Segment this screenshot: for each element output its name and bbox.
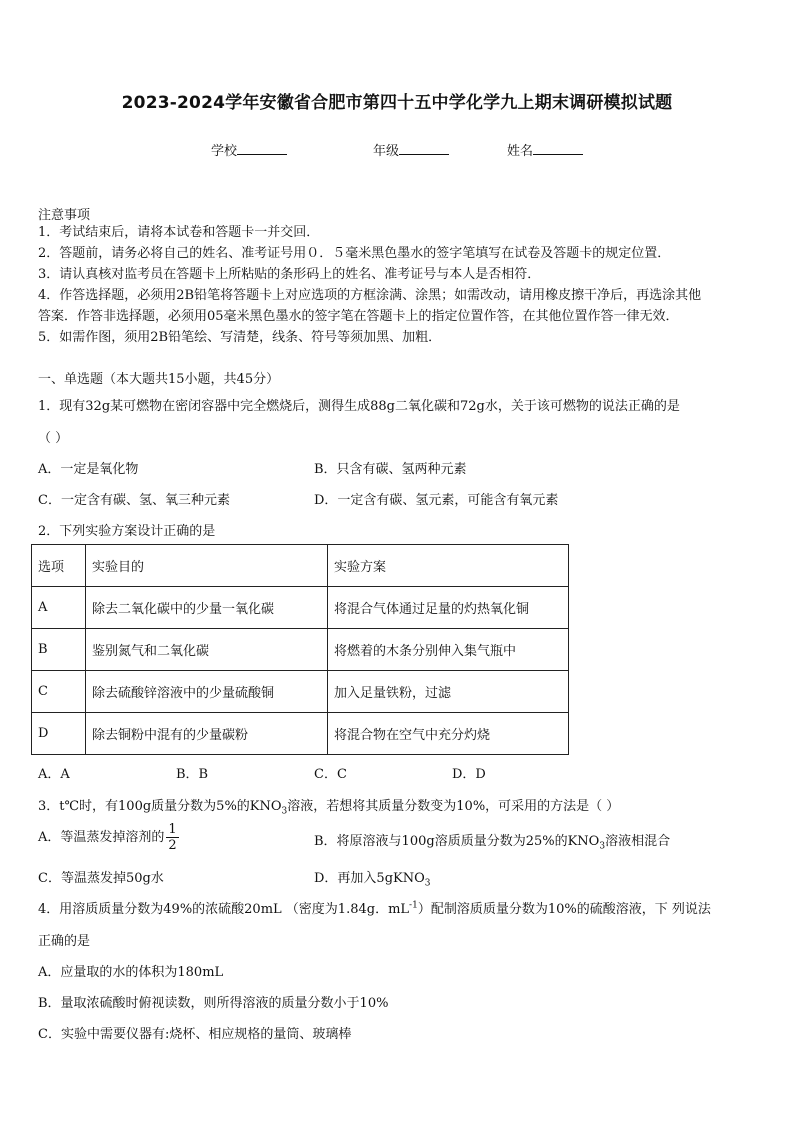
q1-bracket: （ ） <box>38 431 69 446</box>
table-header-row <box>32 545 569 587</box>
q3-stem <box>38 795 619 817</box>
q2-table <box>31 544 569 755</box>
table-cell: 加入足量铁粉，过滤 <box>328 671 569 713</box>
table-cell: 将混合气体通过足量的灼热氧化铜 <box>328 587 569 629</box>
table-header-cell: 选项 <box>32 545 86 587</box>
q2-stem: 2．下列实验方案设计正确的是 <box>38 524 216 539</box>
q4-option-a[interactable]: A．应量取的水的体积为180mL <box>38 965 224 980</box>
table-cell: A <box>32 587 86 629</box>
q3-option-d-sub: 3 <box>424 878 431 889</box>
q3-option-b-pre: B．将原溶液与100g溶质质量分数为25%的KNO <box>314 834 600 849</box>
q4-stem-line2: 正确的是 <box>38 934 91 949</box>
fraction-numerator: 1 <box>168 822 177 837</box>
fraction <box>166 822 178 853</box>
table-cell: 除去二氧化碳中的少量一氧化碳 <box>86 587 328 629</box>
notice-item-3: 3．请认真核对监考员在答题卡上所粘贴的条形码上的姓名、准考证号与本人是否相符． <box>38 267 541 282</box>
notice-item-5: 5．如需作图，须用2B铅笔绘、写清楚，线条、符号等须加黑、加粗． <box>38 330 442 345</box>
table-cell: B <box>32 629 86 671</box>
q1-stem: 1．现有32g某可燃物在密闭容器中完全燃烧后，测得生成88g二氧化碳和72g水，关于该可燃物的说法正确的是 <box>38 399 680 414</box>
table-cell: 除去铜粉中混有的少量碳粉 <box>86 713 328 755</box>
q4-option-c[interactable]: C．实验中需要仪器有:烧杯、相应规格的量筒、玻璃棒 <box>38 1027 352 1042</box>
name-label: 姓名 <box>507 144 534 159</box>
table-cell: D <box>32 713 86 755</box>
q4-stem-post: ）配制溶质质量分数为10%的硫酸溶液，下 列说法 <box>417 902 711 917</box>
table-cell: 鉴别氮气和二氧化碳 <box>86 629 328 671</box>
q3-option-a[interactable] <box>38 822 181 853</box>
fraction-denominator: 2 <box>168 838 177 853</box>
school-blank[interactable] <box>237 142 287 155</box>
grade-blank[interactable] <box>399 142 449 155</box>
notice-item-1: 1．考试结束后，请将本试卷和答题卡一并交回． <box>38 225 320 240</box>
q3-stem-pre: 3．t℃时，有100g质量分数为5%的KNO <box>38 799 282 814</box>
q3-option-d[interactable] <box>314 867 431 889</box>
table-cell: 除去硫酸锌溶液中的少量硫酸铜 <box>86 671 328 713</box>
notice-item-4: 4．作答选择题，必须用2B铅笔将答题卡上对应选项的方框涂满、涂黑；如需改动，请用橡皮擦干净后，再选涂其他 <box>38 288 702 303</box>
q2-option-d[interactable]: D．D <box>452 767 486 782</box>
grade-field <box>373 140 449 159</box>
notice-item-2: 2．答题前，请务必将自己的姓名、准考证号用０．５毫米黑色墨水的签字笔填写在试卷及答题卡的规定位置． <box>38 246 671 261</box>
name-blank[interactable] <box>533 142 583 155</box>
q3-option-b[interactable] <box>314 830 670 852</box>
section-heading: 一、单选题（本大题共15小题，共45分） <box>38 372 280 387</box>
q3-stem-sub: 3 <box>281 806 288 817</box>
q3-option-d-pre: D．再加入5gKNO <box>314 871 425 886</box>
q1-option-c[interactable]: C．一定含有碳、氢、氧三种元素 <box>38 493 230 508</box>
q4-stem-pre: 4．用溶质质量分数为49%的浓硫酸20mL （密度为1.84g．mL <box>38 902 410 917</box>
q3-option-b-post: 溶液相混合 <box>605 834 671 849</box>
q1-option-d[interactable]: D．一定含有碳、氢元素，可能含有氧元素 <box>314 493 559 508</box>
table-cell: C <box>32 671 86 713</box>
school-field <box>211 140 287 159</box>
q2-option-c[interactable]: C．C <box>314 767 347 782</box>
q4-option-b[interactable]: B．量取浓硫酸时俯视读数，则所得溶液的质量分数小于10% <box>38 996 389 1011</box>
q2-option-b[interactable]: B．B <box>176 767 209 782</box>
table-header-cell: 实验方案 <box>328 545 569 587</box>
q3-stem-post: 溶液，若想将其质量分数变为10%，可采用的方法是（ ） <box>287 799 620 814</box>
q1-option-a[interactable]: A．一定是氧化物 <box>38 462 139 477</box>
table-row <box>32 629 569 671</box>
q3-option-a-text: A．等温蒸发掉溶剂的 <box>38 830 165 845</box>
table-row <box>32 587 569 629</box>
grade-label: 年级 <box>373 144 400 159</box>
page-title: 2023-2024学年安徽省合肥市第四十五中学化学九上期末调研模拟试题 <box>121 93 673 113</box>
name-field <box>507 140 583 159</box>
table-cell: 将燃着的木条分别伸入集气瓶中 <box>328 629 569 671</box>
table-row <box>32 671 569 713</box>
notice-item-4-cont: 答案．作答非选择题，必须用05毫米黑色墨水的签字笔在答题卡上的指定位置作答，在其他位置作答一律无效． <box>38 309 679 324</box>
notice-title: 注意事项 <box>38 208 91 223</box>
q2-option-a[interactable]: A．A <box>38 767 70 782</box>
q4-stem-sup: -1 <box>409 900 418 911</box>
q3-option-b-sub: 3 <box>599 841 606 852</box>
table-cell: 将混合物在空气中充分灼烧 <box>328 713 569 755</box>
q4-stem <box>38 898 711 917</box>
q3-option-c[interactable]: C．等温蒸发掉50g水 <box>38 871 164 886</box>
table-row <box>32 713 569 755</box>
table-header-cell: 实验目的 <box>86 545 328 587</box>
q1-option-b[interactable]: B．只含有碳、氢两种元素 <box>314 462 467 477</box>
school-label: 学校 <box>211 144 238 159</box>
